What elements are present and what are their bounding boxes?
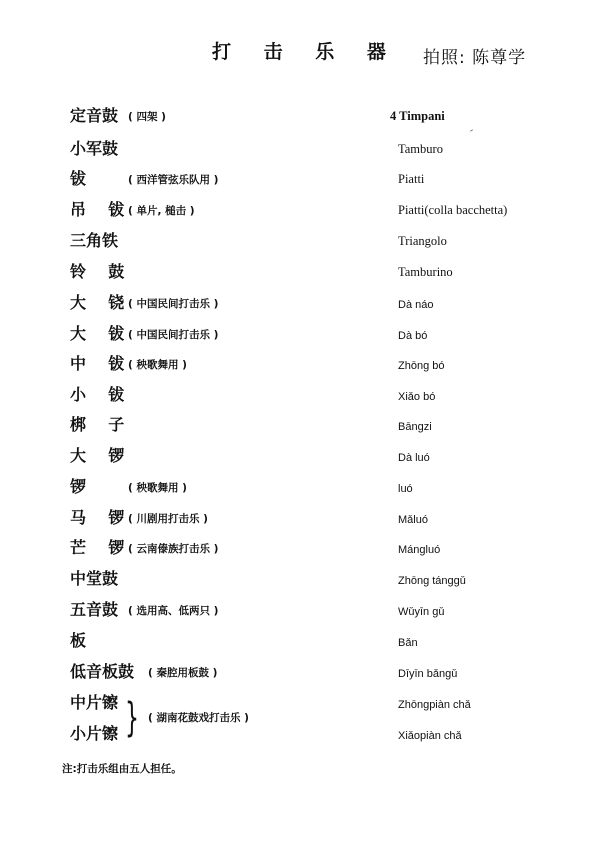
instrument-western-name: Dīyīn bǎngǔ <box>398 668 458 680</box>
instrument-row <box>0 200 601 228</box>
instrument-row <box>0 415 601 443</box>
instrument-row <box>0 324 601 352</box>
instrument-western-name: Mángluó <box>398 544 441 556</box>
instrument-chinese-name: 钹 <box>70 169 87 188</box>
instrument-note: ( 四架 ) <box>128 111 166 123</box>
instrument-western-name: Dà luó <box>398 452 430 464</box>
instrument-western-name: Zhōng bó <box>398 360 445 372</box>
instrument-row <box>0 293 601 321</box>
instrument-row <box>0 446 601 474</box>
instrument-western-name: Mǎluó <box>398 514 428 526</box>
instrument-chinese-name: 三角铁 <box>70 231 119 250</box>
instrument-note: ( 秧歌舞用 ) <box>128 359 187 371</box>
instrument-chinese-name: 吊 钹 <box>70 200 125 219</box>
instrument-western-name: Xiǎopiàn chǎ <box>398 730 462 742</box>
instrument-chinese-name: 低音板鼓 <box>70 662 135 681</box>
instrument-chinese-name: 板 <box>70 631 87 650</box>
instrument-western-name: Bǎn <box>398 637 418 649</box>
instrument-row <box>0 631 601 659</box>
photo-credit: 拍照: 陈尊学 <box>423 48 527 68</box>
instrument-western-name: 4 Timpani <box>390 109 445 123</box>
instrument-row <box>0 477 601 505</box>
instrument-row <box>0 262 601 290</box>
instrument-chinese-name: 铃 鼓 <box>70 262 125 281</box>
instrument-chinese-name: 中堂鼓 <box>70 569 119 588</box>
instrument-note: ( 云南傣族打击乐 ) <box>128 543 219 555</box>
instrument-row <box>0 724 601 752</box>
instrument-chinese-name: 大 锣 <box>70 446 125 465</box>
instrument-western-name: Piatti(colla bacchetta) <box>398 203 508 217</box>
instrument-row <box>0 538 601 566</box>
instrument-note: ( 单片, 槌击 ) <box>128 205 195 217</box>
instrument-chinese-name: 锣 <box>70 477 87 496</box>
instrument-note: ( 秧歌舞用 ) <box>128 482 187 494</box>
instrument-chinese-name: 中 钹 <box>70 354 125 373</box>
bracket-note: ( 湖南花鼓戏打击乐 ) <box>148 712 249 724</box>
instrument-western-name: Triangolo <box>398 234 447 248</box>
instrument-chinese-name: 五音鼓 <box>70 600 119 619</box>
instrument-western-name: Tamburo <box>398 142 443 156</box>
instrument-note: ( 中国民间打击乐 ) <box>128 329 219 341</box>
instrument-western-name: Zhōngpiàn chǎ <box>398 699 471 711</box>
instrument-row <box>0 693 601 721</box>
instrument-western-name: Xiǎo bó <box>398 391 436 403</box>
instrument-row <box>0 569 601 597</box>
instrument-chinese-name: 大 铙 <box>70 293 125 312</box>
instrument-western-name: Dà náo <box>398 299 434 311</box>
instrument-row <box>0 169 601 197</box>
instrument-row <box>0 662 601 690</box>
instrument-chinese-name: 定音鼓 <box>70 106 119 125</box>
instrument-row <box>0 600 601 628</box>
footnote: 注:打击乐组由五人担任。 <box>62 763 182 775</box>
instrument-chinese-name: 小军鼓 <box>70 139 119 158</box>
instrument-note: ( 西洋管弦乐队用 ) <box>128 174 219 186</box>
instrument-chinese-name: 小片镲 <box>70 724 119 743</box>
instrument-row <box>0 231 601 259</box>
instrument-western-name: Piatti <box>398 172 425 186</box>
instrument-row <box>0 385 601 413</box>
instrument-chinese-name: 芒 锣 <box>70 538 125 557</box>
instrument-chinese-name: 小 钹 <box>70 385 125 404</box>
instrument-note: ( 中国民间打击乐 ) <box>128 298 219 310</box>
instrument-row <box>0 106 601 134</box>
instrument-western-name: Wǔyīn gǔ <box>398 606 445 618</box>
instrument-row <box>0 508 601 536</box>
instrument-chinese-name: 大 钹 <box>70 324 125 343</box>
instrument-western-name: Dà bó <box>398 330 428 342</box>
instrument-western-name: Tamburino <box>398 265 453 279</box>
instrument-row <box>0 139 601 167</box>
instrument-western-name: Bāngzi <box>398 421 432 433</box>
instrument-row <box>0 354 601 382</box>
instrument-chinese-name: 马 锣 <box>70 508 125 527</box>
instrument-chinese-name: 中片镲 <box>70 693 119 712</box>
instrument-note: ( 选用高、低两只 ) <box>128 605 219 617</box>
page-title: 打 击 乐 器 <box>212 41 399 63</box>
instrument-note: ( 秦腔用板鼓 ) <box>148 667 218 679</box>
instrument-western-name: luó <box>398 483 413 495</box>
instrument-western-name: Zhōng tánggǔ <box>398 575 466 587</box>
instrument-note: ( 川剧用打击乐 ) <box>128 513 208 525</box>
instrument-chinese-name: 梆 子 <box>70 415 125 434</box>
right-brace-icon: } <box>125 695 139 741</box>
